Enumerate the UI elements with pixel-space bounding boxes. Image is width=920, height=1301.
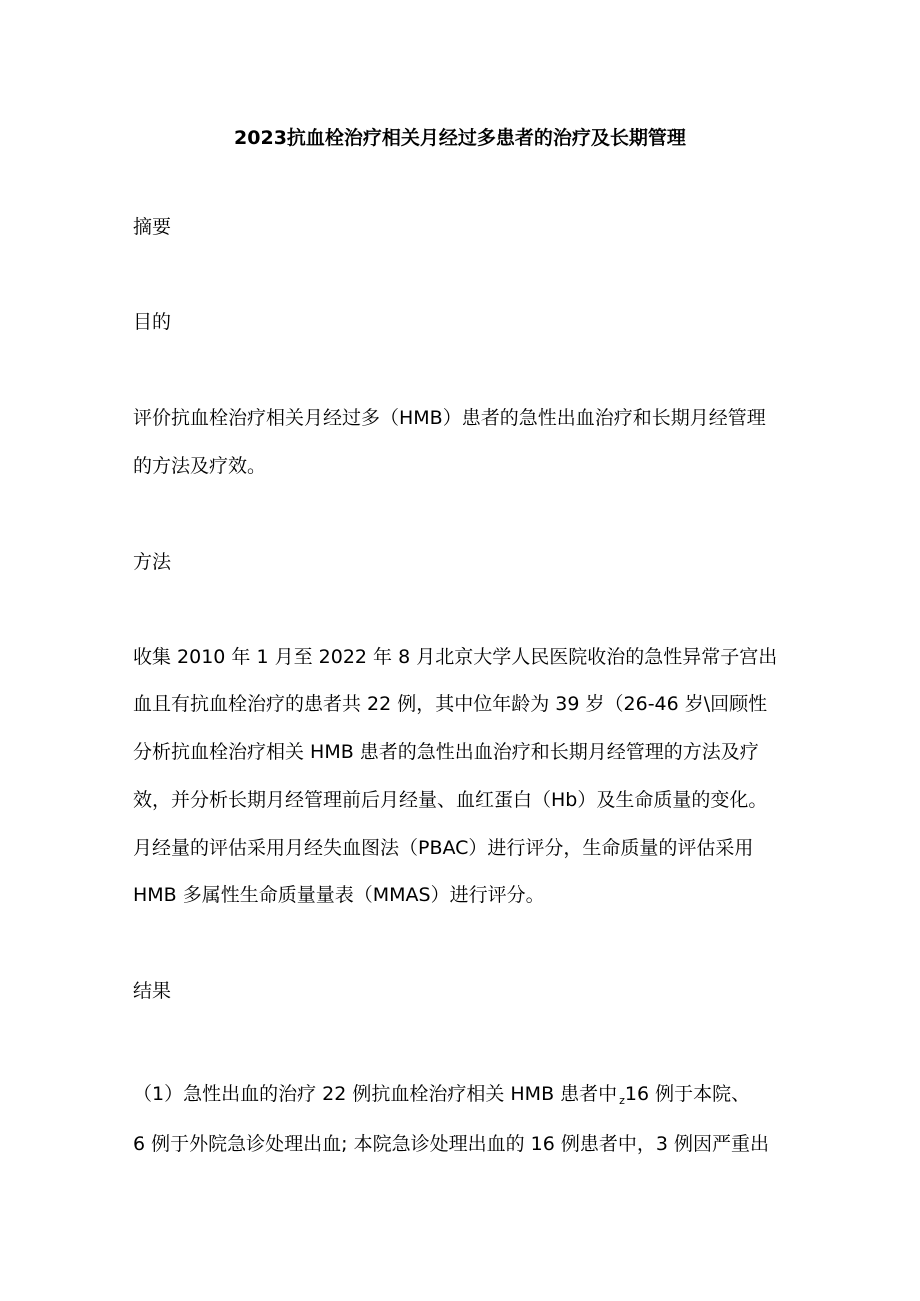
results-line-text: （1）急性出血的治疗 22 例抗血栓治疗相关 HMB 患者中 [133,1083,618,1105]
results-heading: 结果 [133,980,172,1002]
methods-heading: 方法 [133,551,172,573]
methods-line: 血且有抗血栓治疗的患者共 22 例，其中位年龄为 39 岁（26-46 岁\回顾性 [133,693,768,715]
methods-line: 月经量的评估采用月经失血图法（PBAC）进行评分，生命质量的评估采用 [133,837,754,859]
results-line: 6 例于外院急诊处理出血; 本院急诊处理出血的 16 例患者中，3 例因严重出 [133,1133,769,1155]
document-title: 2023抗血栓治疗相关月经过多患者的治疗及长期管理 [234,127,686,149]
objective-line: 的方法及疗效。 [133,455,267,477]
methods-line: 收集 2010 年 1 月至 2022 年 8 月北京大学人民医院收治的急性异常子宫出 [133,646,778,668]
methods-line: 分析抗血栓治疗相关 HMB 患者的急性出血治疗和长期月经管理的方法及疗 [133,741,759,763]
subscript-mark: z [619,1094,625,1107]
objective-heading: 目的 [133,311,172,333]
results-line [133,1080,750,1115]
objective-line: 评价抗血栓治疗相关月经过多（HMB）患者的急性出血治疗和长期月经管理 [133,407,766,429]
methods-line: 效，并分析长期月经管理前后月经量、血红蛋白（Hb）及生命质量的变化。 [133,789,768,811]
results-line-text: 16 例于本院、 [624,1083,751,1105]
abstract-heading: 摘要 [133,216,172,238]
methods-line: HMB 多属性生命质量量表（MMAS）进行评分。 [133,884,545,906]
